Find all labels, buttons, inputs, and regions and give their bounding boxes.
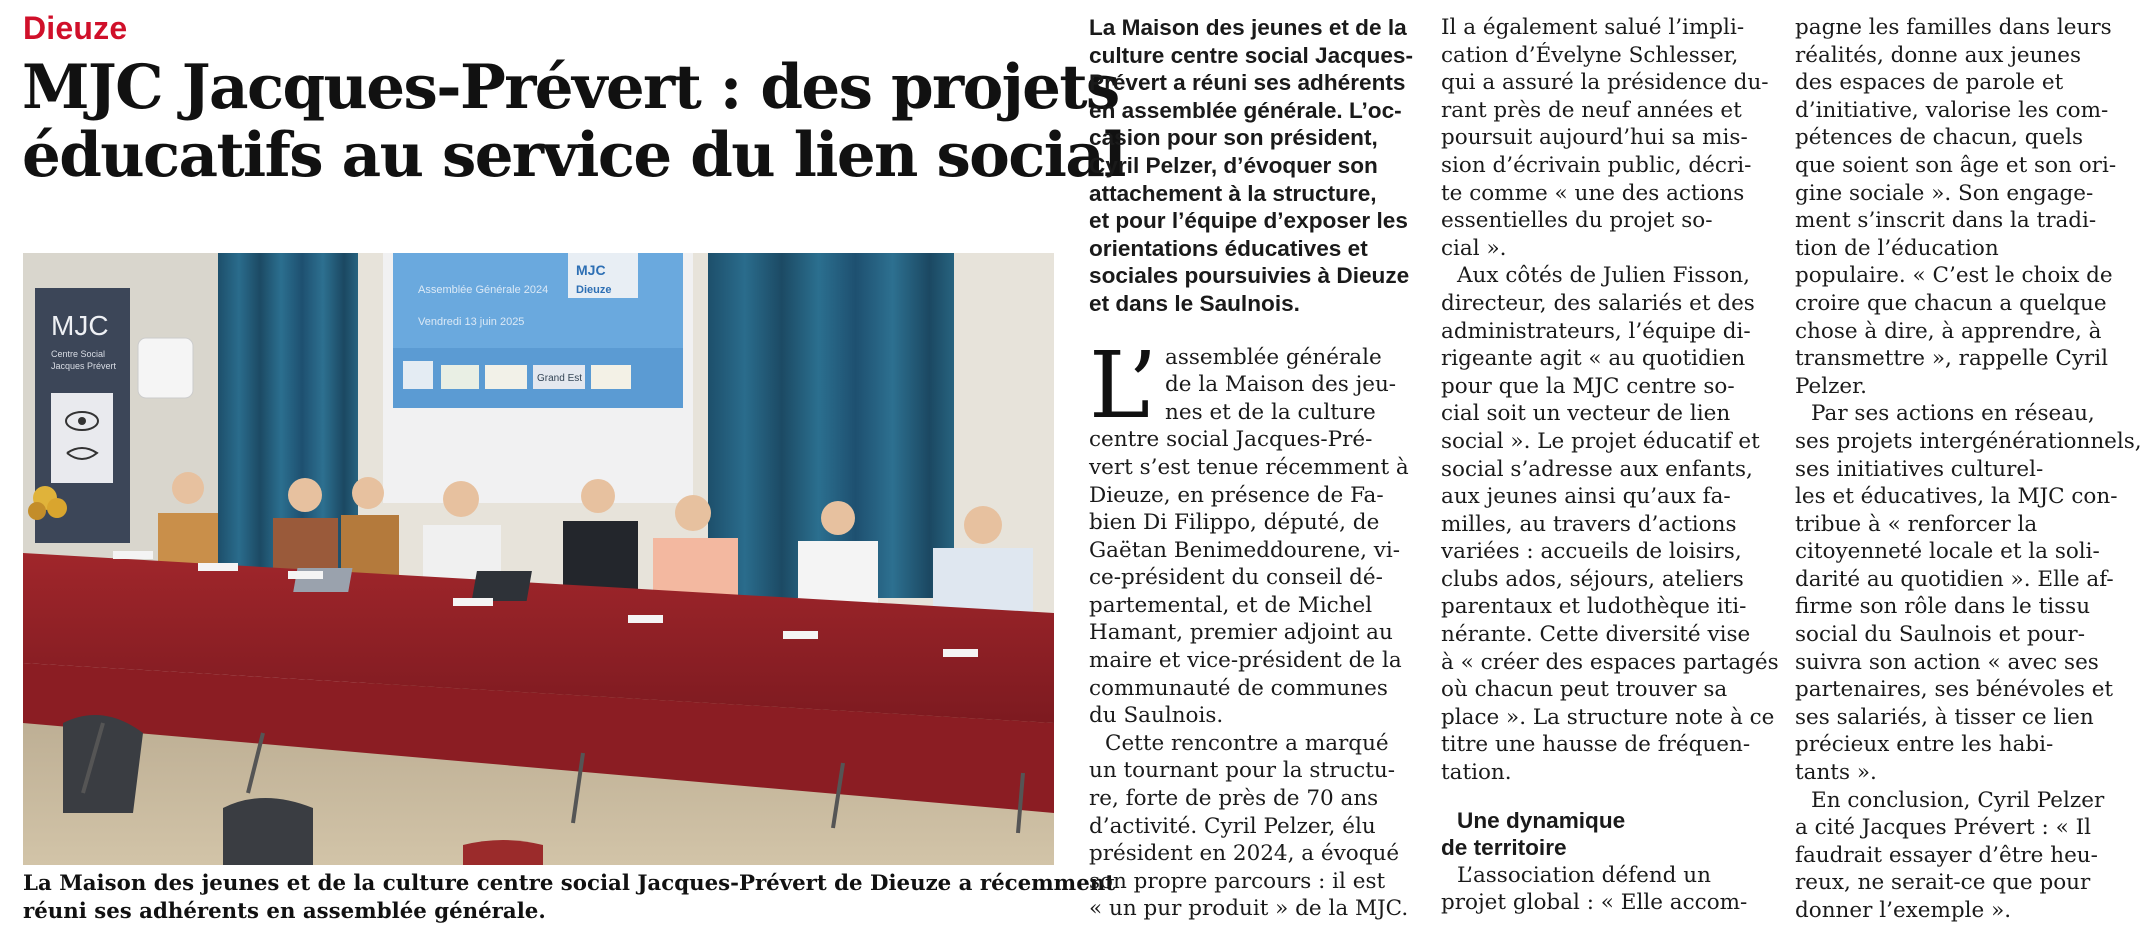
body-line: ment s’inscrit dans la tradi- — [1795, 208, 2097, 234]
standfirst-line: en assemblée générale. L’oc- — [1089, 97, 1402, 123]
body-line: nes et de la culture — [1165, 399, 1376, 425]
body-line: tation. — [1441, 760, 1512, 786]
body-line: pétences de chacun, quels — [1795, 125, 2084, 151]
body-line: chose à dire, à apprendre, à — [1795, 318, 2102, 344]
standfirst-line: orientations éducatives et — [1089, 235, 1368, 261]
body-line: suivra son action « avec ses — [1795, 649, 2099, 675]
article-column-2 — [1441, 14, 1779, 917]
body-line: rigeante agit « au quotidien — [1441, 346, 1746, 372]
body-line: transmettre », rappelle Cyril — [1795, 346, 2108, 372]
body-line: titre une hausse de fréquen- — [1441, 732, 1751, 758]
body-line: bien Di Filippo, député, de — [1089, 510, 1380, 536]
article-standfirst — [1089, 14, 1411, 318]
standfirst-line: attachement à la structure, — [1089, 180, 1377, 206]
body-line: cial ». — [1441, 235, 1507, 261]
body-line: partenaires, ses bénévoles et — [1795, 677, 2114, 703]
photo-caption — [23, 870, 1116, 926]
body-line: pour que la MJC centre so- — [1441, 373, 1735, 399]
body-line: tants ». — [1795, 760, 1877, 786]
body-line: président en 2024, a évoqué — [1089, 841, 1400, 867]
body-line: réalités, donne aux jeunes — [1795, 42, 2082, 68]
body-line: clubs ados, séjours, ateliers — [1441, 566, 1744, 592]
article-column-1 — [1089, 14, 1411, 923]
subheading-line: de territoire — [1441, 835, 1567, 861]
screen-text-line2: Vendredi 13 juin 2025 — [418, 316, 525, 328]
body-line: essentielles du projet so- — [1441, 208, 1713, 234]
body-line: croire que chacun a quelque — [1795, 290, 2107, 316]
body-line: populaire. « C’est le choix de — [1795, 263, 2113, 289]
body-line: où chacun peut trouver sa — [1441, 677, 1728, 703]
body-line: que soient son âge et son ori- — [1795, 152, 2117, 178]
body-line: darité au quotidien ». Elle af- — [1795, 566, 2114, 592]
body-line: un tournant pour la structu- — [1089, 758, 1396, 784]
body-line: précieux entre les habi- — [1795, 732, 2054, 758]
body-line: cation d’Évelyne Schlesser, — [1441, 42, 1739, 68]
dropcap-letter: L’ — [1089, 331, 1158, 439]
screen-sponsor: Grand Est — [537, 373, 583, 384]
body-line: cial soit un vecteur de lien — [1441, 401, 1731, 427]
body-line: du Saulnois. — [1089, 703, 1224, 729]
standfirst-line: casion pour son président, — [1089, 125, 1378, 151]
body-line: de la Maison des jeu- — [1165, 372, 1397, 398]
body-line: Aux côtés de Julien Fisson, — [1457, 263, 1750, 289]
screen-logo-sub: Dieuze — [576, 284, 612, 296]
body-line: te comme « une des actions — [1441, 180, 1745, 206]
article-photo — [23, 253, 1054, 865]
body-line: centre social Jacques-Pré- — [1089, 427, 1373, 453]
banner-sub1: Centre Social — [51, 349, 106, 359]
body-line: d’initiative, valorise les com- — [1795, 97, 2109, 123]
body-line: « un pur produit » de la MJC. — [1089, 896, 1409, 922]
body-line: faudrait essayer d’être heu- — [1795, 842, 2098, 868]
headline-line: éducatifs au service du lien social — [22, 120, 1125, 191]
body-line: tion de l’éducation — [1795, 235, 1999, 261]
body-line: Dieuze, en présence de Fa- — [1089, 482, 1384, 508]
banner-text: MJC — [51, 310, 109, 341]
standfirst-line: Prévert a réuni ses adhérents — [1089, 70, 1406, 96]
body-line: rant près de neuf années et — [1441, 97, 1742, 123]
standfirst-line: et pour l’équipe d’exposer les — [1089, 208, 1408, 234]
body-line: gine sociale ». Son engage- — [1795, 180, 2094, 206]
article-column-3 — [1795, 14, 2142, 925]
caption-line: réuni ses adhérents en assemblée générale. — [23, 899, 546, 924]
body-line: place ». La structure note à ce — [1441, 704, 1775, 730]
body-line: donner l’exemple ». — [1795, 898, 2012, 923]
body-line: ce-président du conseil dé- — [1089, 565, 1383, 591]
standfirst-line: La Maison des jeunes et de la — [1089, 15, 1407, 40]
standfirst-line: culture centre social Jacques- — [1089, 42, 1413, 68]
body-line: sion d’écrivain public, décri- — [1441, 152, 1752, 178]
body-line: projet global : « Elle accom- — [1441, 890, 1748, 916]
standfirst-line: sociales poursuivies à Dieuze — [1089, 263, 1410, 289]
section-kicker: Dieuze — [23, 10, 128, 46]
body-line: L’association défend un — [1457, 862, 1711, 888]
body-line: Pelzer. — [1795, 373, 1867, 399]
body-line: firme son rôle dans le tissu — [1795, 594, 2091, 620]
body-line: social ». Le projet éducatif et — [1441, 428, 1760, 454]
body-line: assemblée générale — [1165, 344, 1382, 370]
body-line: En conclusion, Cyril Pelzer — [1811, 787, 2105, 813]
dropcap-paragraph — [1089, 331, 1411, 439]
body-line: des espaces de parole et — [1795, 70, 2064, 96]
subheading-line: Une dynamique — [1457, 807, 1626, 833]
body-line: social s’adresse aux enfants, — [1441, 456, 1753, 482]
body-line: nérante. Cette diversité vise — [1441, 622, 1751, 648]
body-line: parentaux et ludothèque iti- — [1441, 594, 1747, 620]
body-line: pagne les familles dans leurs — [1795, 15, 2112, 40]
body-line: aux jeunes ainsi qu’aux fa- — [1441, 484, 1731, 510]
body-line: directeur, des salariés et des — [1441, 290, 1755, 316]
standfirst-line: Cyril Pelzer, d’évoquer son — [1089, 152, 1378, 178]
body-line: social du Saulnois et pour- — [1795, 622, 2085, 648]
body-line: variées : accueils de loisirs, — [1441, 539, 1742, 565]
body-line: les et éducatives, la MJC con- — [1795, 484, 2118, 510]
body-line: reux, ne serait-ce que pour — [1795, 870, 2091, 896]
body-line: Il a également salué l’impli- — [1441, 15, 1745, 40]
body-line: milles, au travers d’actions — [1441, 511, 1737, 537]
section-subheading — [1441, 807, 1763, 862]
caption-line: La Maison des jeunes et de la culture centre social Jacques-Prévert de Dieuze a récemment — [23, 871, 1116, 896]
body-line: ses initiatives culturel- — [1795, 456, 2044, 482]
screen-logo-text: MJC — [576, 262, 606, 278]
body-line: administrateurs, l’équipe di- — [1441, 318, 1751, 344]
body-line: Cette rencontre a marqué — [1105, 730, 1389, 756]
body-line: à « créer des espaces partagés — [1441, 649, 1779, 675]
body-line: ses projets intergénérationnels, — [1795, 428, 2142, 454]
body-line: Gaëtan Benimeddourene, vi- — [1089, 537, 1401, 563]
banner-sub2: Jacques Prévert — [51, 361, 117, 371]
body-line: maire et vice-président de la — [1089, 648, 1402, 674]
body-line: Par ses actions en réseau, — [1811, 401, 2095, 427]
body-line: tribue à « renforcer la — [1795, 511, 2038, 537]
body-line: ses salariés, à tisser ce lien — [1795, 704, 2094, 730]
body-line: a cité Jacques Prévert : « Il — [1795, 815, 2091, 841]
standfirst-line: et dans le Saulnois. — [1089, 290, 1300, 316]
body-line: citoyenneté locale et la soli- — [1795, 539, 2100, 565]
body-line: qui a assuré la présidence du- — [1441, 70, 1769, 96]
body-line: vert s’est tenue récemment à — [1089, 454, 1409, 480]
body-line: Hamant, premier adjoint au — [1089, 620, 1393, 646]
headline-line: MJC Jacques-Prévert : des projets — [22, 52, 1119, 123]
body-line: partemental, et de Michel — [1089, 592, 1373, 618]
article-headline — [22, 52, 1125, 191]
body-line: d’activité. Cyril Pelzer, élu — [1089, 813, 1376, 839]
body-line: re, forte de près de 70 ans — [1089, 786, 1379, 812]
screen-text-line1: Assemblée Générale 2024 — [418, 284, 549, 296]
body-line: son propre parcours : il est — [1089, 868, 1386, 894]
body-line: communauté de communes — [1089, 675, 1388, 701]
body-line: poursuit aujourd’hui sa mis- — [1441, 125, 1748, 151]
